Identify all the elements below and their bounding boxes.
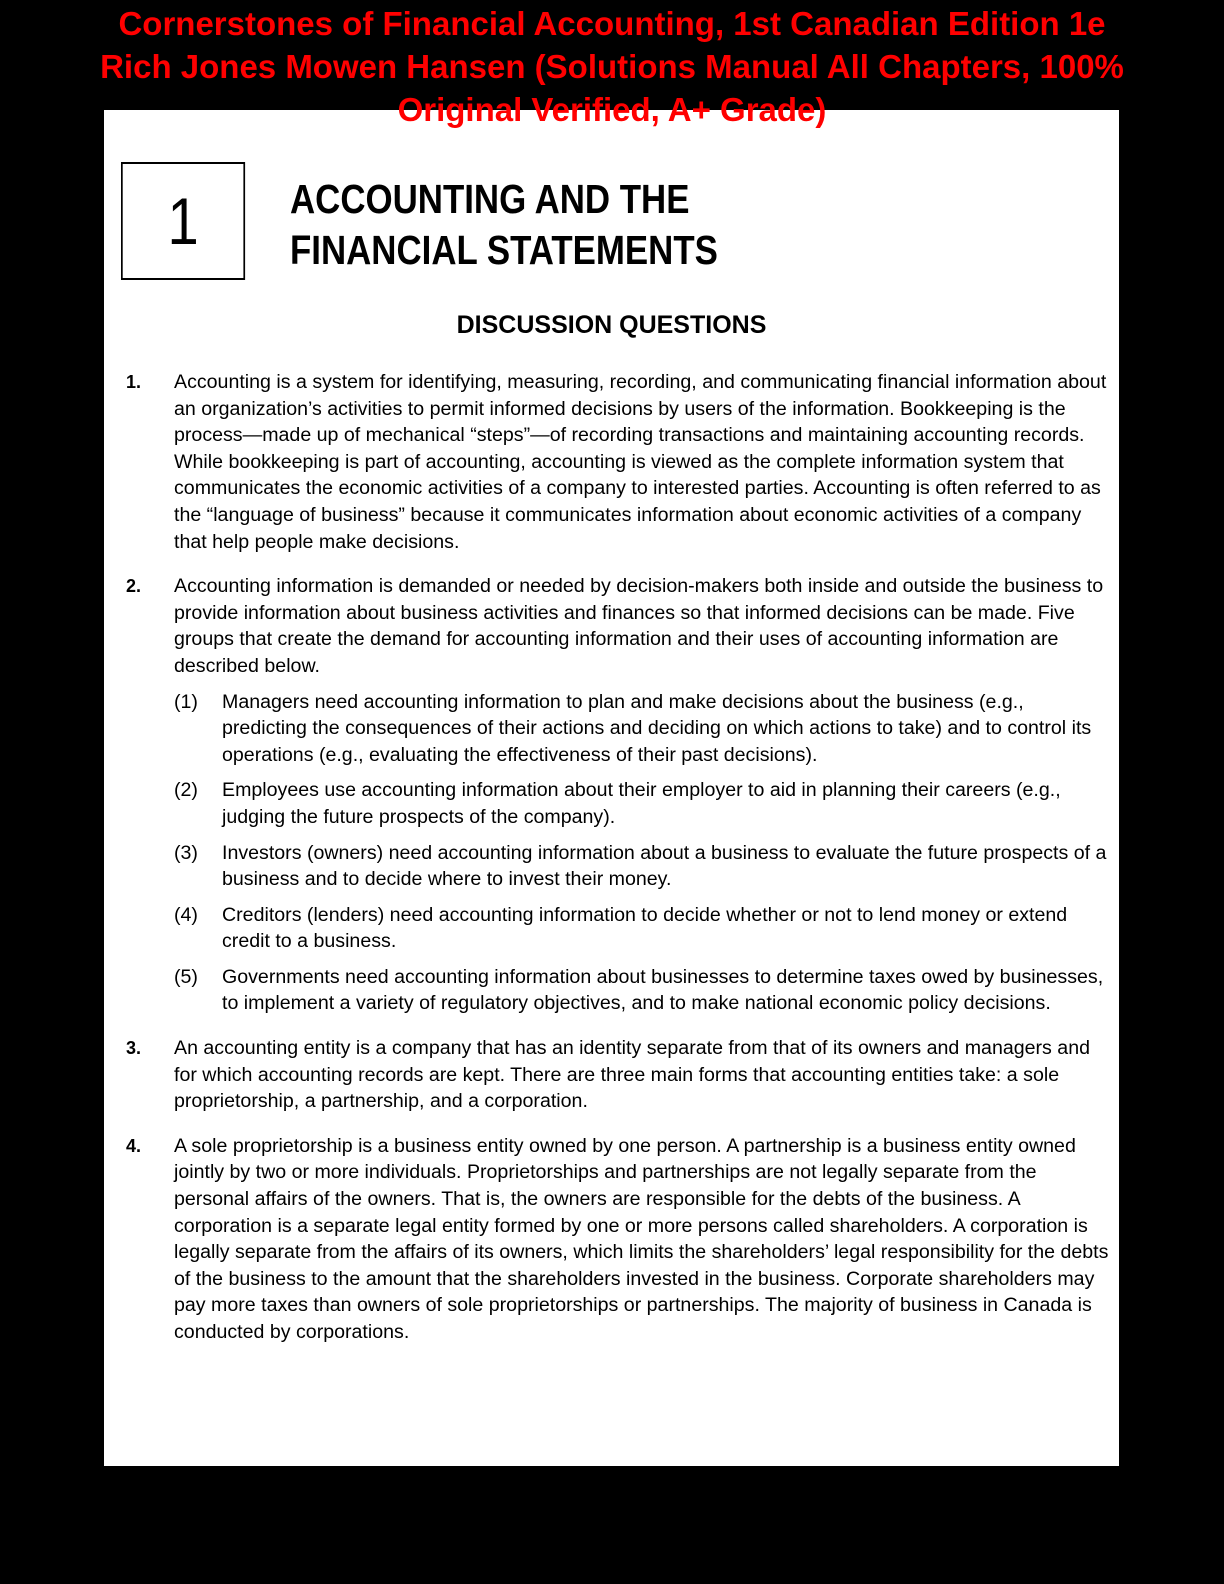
sub-item-number: (2) <box>174 779 198 802</box>
chapter-title-line-1: ACCOUNTING AND THE <box>290 176 690 222</box>
question-item <box>104 1035 1119 1115</box>
question-number: 2. <box>126 576 142 597</box>
banner-line-1: Cornerstones of Financial Accounting, 1st Canadian Edition 1e <box>118 5 1106 42</box>
chapter-number-box <box>121 162 245 280</box>
question-item <box>104 573 1119 1017</box>
banner-line-2: Rich Jones Mowen Hansen (Solutions Manual All Chapters, 100% <box>100 48 1124 85</box>
sub-item-text: Creditors (lenders) need accounting information to decide whether or not to lend money or extend credit to a business. <box>222 903 1068 953</box>
chapter-number: 1 <box>167 184 199 258</box>
question-text: A sole proprietorship is a business entity owned by one person. A partnership is a business entity owned jointly by two or more individuals. Proprietorships and partnerships are not legally separate from the personal affairs of the owners. That is, the owners are responsible for the debts of the business. A corporation is a separate legal entity formed by one or more persons called shareholders. A corporation is legally separate from the affairs of its owners, which limits the shareholders’ legal responsibility for the debts of the business to the amount that the shareholders invested in the business. Corporate shareholders may pay more taxes than owners of sole proprietorships or partnerships. The majority of business in Canada is conducted by corporations. <box>174 1134 1109 1343</box>
sub-item <box>174 902 1113 955</box>
sub-item <box>174 964 1113 1017</box>
sub-item <box>174 777 1113 830</box>
sub-item-number: (5) <box>174 965 198 988</box>
sub-item-text: Governments need accounting information about businesses to determine taxes owed by businesses, to implement a variety of regulatory objectives, and to make national economic policy decisions. <box>222 965 1104 1015</box>
sub-item <box>174 689 1113 769</box>
question-item <box>104 1133 1119 1346</box>
section-heading: DISCUSSION QUESTIONS <box>456 311 767 339</box>
question-number: 4. <box>126 1135 142 1156</box>
sub-list <box>174 689 1113 1018</box>
question-text: Accounting is a system for identifying, measuring, recording, and communicating financial information about an organization’s activities to permit informed decisions by users of the information. Bookkeeping is the process—made up of mechanical “steps”—of recording transactions and maintaining accounting records. While bookkeeping is part of accounting, accounting is viewed as the complete information system that communicates the economic activities of a company to interested parties. Accounting is often referred to as the “language of business” because it communicates information about economic activities of a company that help people make decisions. <box>174 371 1107 553</box>
questions-list <box>104 369 1119 1364</box>
document-page <box>104 110 1119 1466</box>
banner-line-3: Original Verified, A+ Grade) <box>397 91 827 128</box>
question-number: 1. <box>126 372 142 392</box>
sub-item-number: (4) <box>174 903 198 926</box>
sub-item-text: Employees use accounting information about their employer to aid in planning their careers (e.g., judging the future prospects of the company). <box>222 779 1061 828</box>
chapter-title-line-2: FINANCIAL STATEMENTS <box>290 227 718 273</box>
sub-item-number: (1) <box>174 690 198 713</box>
sub-item-number: (3) <box>174 841 198 864</box>
sub-item <box>174 840 1113 893</box>
chapter-title <box>290 174 718 276</box>
sub-item-text: Investors (owners) need accounting information about a business to evaluate the future prospects of a business and to decide where to invest their money. <box>222 841 1107 891</box>
sub-item-text: Managers need accounting information to plan and make decisions about the business (e.g., predicting the consequences of their actions and deciding on which actions to take) and to control its operations (e.g., evaluating the effectiveness of their past decisions). <box>222 690 1092 766</box>
question-item <box>104 369 1119 555</box>
question-number: 3. <box>126 1038 142 1059</box>
watermark-banner <box>0 2 1224 131</box>
question-text: Accounting information is demanded or needed by decision-makers both inside and outside the business to provide information about business activities and finances so that informed decisions can be made. Five groups that create the demand for accounting information and their uses of accounting information are described below. <box>174 575 1104 677</box>
question-text: An accounting entity is a company that has an identity separate from that of its owners and managers and for which accounting records are kept. There are three main forms that accounting entities take: a sole proprietorship, a partnership, and a corporation. <box>174 1037 1090 1113</box>
